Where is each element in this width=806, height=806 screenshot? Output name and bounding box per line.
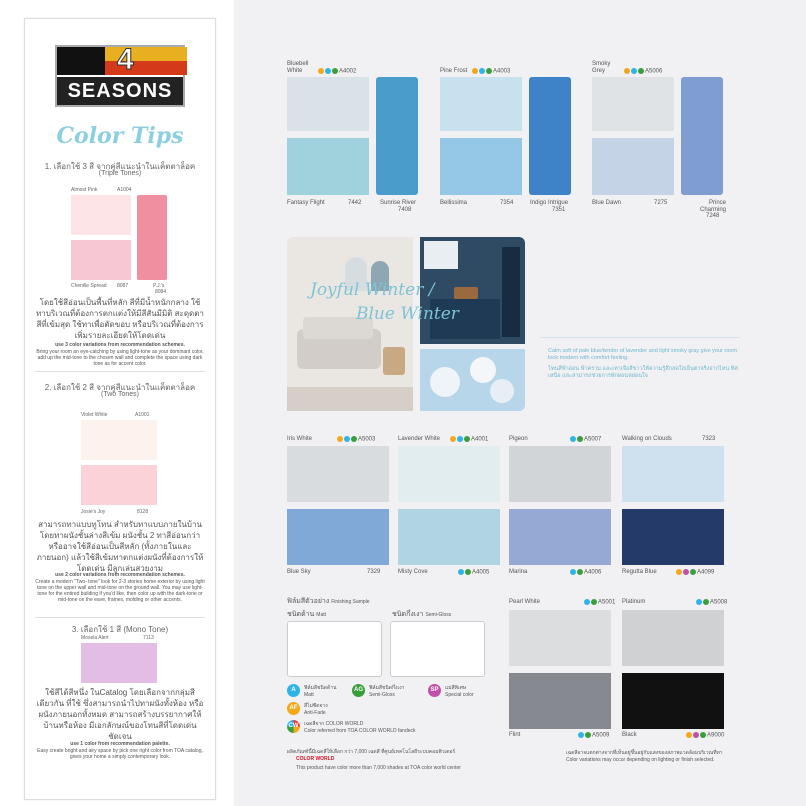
blue-dawn-code: 7275 bbox=[654, 200, 668, 206]
pine-frost-name: Pine Frost bbox=[440, 68, 468, 74]
semi-gloss-sample-box bbox=[390, 621, 485, 677]
matt-icon: A bbox=[287, 684, 300, 697]
bluebell-code: A4002 bbox=[339, 68, 357, 75]
step3-body-en: Easy create bright and airy space by pick one right color from TOA catalog, gives your home a simply contemporary look. bbox=[37, 748, 203, 760]
legend-color-world-th: เฉดสีจาก COLOR WORLD bbox=[304, 721, 364, 727]
fandeck-note-en: This product have color more than 7,000 shades at TOA color world center bbox=[296, 765, 461, 771]
pine-frost-code-badges bbox=[472, 68, 510, 75]
flint-code: A5009 bbox=[592, 732, 610, 739]
prince-charming-name: Prince Charming bbox=[699, 200, 726, 213]
regutta-blue-code: A4099 bbox=[697, 569, 715, 576]
step2-body-en-title: use 2 color variations from recommendation schemes. bbox=[55, 572, 185, 578]
step2-c1-name: Violet White bbox=[81, 412, 108, 418]
josies-joy-swatch bbox=[81, 465, 157, 505]
bluebell-code-badges bbox=[318, 68, 356, 75]
color-tips-title: Color Tips bbox=[56, 123, 184, 149]
color-world-icon: CW bbox=[287, 720, 300, 733]
step2-c2-name: Josie's Joy bbox=[81, 509, 106, 515]
pine-frost-code: A4003 bbox=[493, 68, 511, 75]
theme-title-line2: Blue Winter bbox=[356, 304, 459, 324]
blue-dawn-swatch bbox=[592, 138, 674, 195]
marina-code-badges bbox=[570, 569, 601, 576]
fandeck-note-brand: COLOR WORLD bbox=[296, 756, 335, 762]
walking-on-clouds-code: 7323 bbox=[702, 436, 716, 442]
step3-heading-th: 3. เลือกใช้ 1 สี (Mono Tone) bbox=[71, 625, 169, 634]
legend-anti-fade bbox=[304, 702, 328, 716]
flint-name: Flint bbox=[509, 732, 521, 738]
misty-cove-code-badges bbox=[458, 569, 489, 576]
sunrise-river-code: 7408 bbox=[398, 207, 412, 213]
step2-c1-code: A1001 bbox=[135, 412, 150, 418]
lavender-white-swatch bbox=[398, 446, 500, 502]
semi-gloss-icon: AG bbox=[352, 684, 365, 697]
platinum-name: Platinum bbox=[622, 599, 646, 605]
disclaimer-en: Color variations may occur depending on lighting or finish selected. bbox=[566, 757, 715, 763]
blue-sky-name: Blue Sky bbox=[287, 569, 311, 575]
marina-code: A4006 bbox=[584, 569, 602, 576]
legend-special bbox=[445, 684, 474, 698]
walking-on-clouds-swatch bbox=[622, 446, 724, 502]
step2-heading-en: (Two Tones) bbox=[101, 391, 139, 398]
step1-c1-code: A1004 bbox=[117, 187, 132, 193]
finish-title bbox=[287, 596, 370, 607]
pine-frost-swatch bbox=[440, 77, 522, 131]
sunrise-river-swatch bbox=[376, 77, 418, 195]
step1-body-th: โดยใช้สีอ่อนเป็นพื้นที่หลัก สีที่มีน้ำหนักกลาง ใช้ทาบริเวณที่ต้องการตกแต่งให้มีสีสันมีมิติ สะดุดตา สีที่เข้มสุด ใช้ทาเพื่อตัดขอบ หรือบริเวณที่ต้องการเพิ่มรายละเอียดให้โดดเด่น bbox=[36, 298, 204, 340]
theme-title-line1: Joyful Winter / bbox=[310, 280, 435, 300]
iris-white-code-badges bbox=[337, 436, 375, 443]
logo-name: SEASONS bbox=[57, 77, 183, 105]
step3-c1-name: Mosela Alert bbox=[81, 635, 109, 641]
blue-sky-swatch bbox=[287, 509, 389, 565]
winter-flower-photo bbox=[420, 349, 525, 411]
pigeon-name: Pigeon bbox=[509, 436, 528, 442]
fantasy-flight-code: 7442 bbox=[348, 200, 362, 206]
misty-cove-swatch bbox=[398, 509, 500, 565]
step1-body-en-title: use 3 color variations from recommendation schemes. bbox=[55, 342, 185, 348]
theme-desc-en: Calm soft of pale blue/tender of lavender and light smoky gray give your room look modern with comfort feeling. bbox=[548, 348, 737, 361]
chenille-swatch bbox=[71, 240, 131, 280]
iris-white-name: Iris White bbox=[287, 436, 313, 442]
step2-body-th: สามารถทาแบบทูโทน สำหรับทาแบบภายในบ้าน โดยทาผนังชั้นล่างสีเข้ม ผนังชั้น 2 ทาสีอ่อนกว่า หรืออาจใช้สีอ่อนเป็นสีหลัก (ทั้งภายในและภายนอก) แล้วใช้สีเข้มทาตกแต่งผนังที่ต้องการให้โดดเด่น มีลูกเล่นสวยงาม bbox=[36, 520, 204, 573]
marina-name: Marina bbox=[509, 569, 528, 575]
pigeon-code: A5007 bbox=[584, 436, 602, 443]
step1-heading-th: 1. เลือกใช้ 3 สี จากคู่สีแนะนำในแค็ตตาล็อค bbox=[44, 162, 196, 171]
step1-c2-name: Chenille Spread bbox=[71, 283, 107, 289]
flint-swatch bbox=[509, 673, 611, 729]
smoky-grey-code: A5006 bbox=[645, 68, 663, 75]
fantasy-flight-name: Fantasy Flight bbox=[287, 200, 325, 206]
smoky-grey-name: Smoky Grey bbox=[592, 61, 611, 74]
step3-body-th: ใช้สีได้สีหนึ่ง ในCatalog โดยเลือกจากกลุ่มสีเดียวกัน ที่ใช้ ซึ่งสามารถนำไปทาผนังทั้งห้อง หรือผนังภายนอกทั้งหมด สามารถสร้างบรรยากาศให้บ้านหรือห้อง มีเอกลักษณ์ของโทนสีที่โดดเด่น ชัดเจน bbox=[36, 688, 204, 741]
matt-label bbox=[287, 609, 326, 620]
bellissima-swatch bbox=[440, 138, 522, 195]
legend-matt bbox=[304, 684, 336, 698]
step1-c3-name: P.J.'s bbox=[153, 283, 165, 289]
legend-semi-gloss-en: Semi-Gloss bbox=[369, 692, 395, 698]
smoky-grey-swatch bbox=[592, 77, 674, 131]
matt-sample-box bbox=[287, 621, 382, 677]
color-tips-panel bbox=[24, 18, 216, 800]
legend-anti-fade-en: Anti-Fade bbox=[304, 710, 326, 716]
step3-body-en-title: use 1 color from recommendation palette. bbox=[70, 741, 170, 747]
regutta-blue-name: Regutta Blue bbox=[622, 569, 657, 575]
prince-charming-swatch bbox=[681, 77, 723, 195]
step1-c1-name: Almost Pink bbox=[71, 187, 98, 193]
regutta-blue-swatch bbox=[622, 509, 724, 565]
step1-c3-code: 8084 bbox=[155, 289, 167, 295]
black-code-badges bbox=[686, 732, 724, 739]
legend-special-en: Special color bbox=[445, 692, 474, 698]
black-swatch bbox=[622, 673, 724, 729]
bellissima-name: Bellissima bbox=[440, 200, 468, 206]
marina-swatch bbox=[509, 509, 611, 565]
legend-special-th: แม่สีพิเศษ bbox=[445, 685, 467, 691]
bluebell-name: Bluebell White bbox=[287, 61, 309, 74]
indigo-intrigue-name: Indigo Intrigue bbox=[530, 200, 569, 206]
step2-heading-th: 2. เลือกใช้ 2 สี จากคู่สีแนะนำในแค็ตตาล็อค bbox=[44, 383, 196, 392]
finish-title-th: ฟิล์มสีตัวอย่าง bbox=[287, 598, 330, 605]
legend-anti-fade-th: สีไม่ซีดจาง bbox=[304, 703, 328, 709]
pearl-white-code-badges bbox=[584, 599, 615, 606]
matt-th: ชนิดด้าน bbox=[287, 611, 315, 618]
iris-white-code: A5003 bbox=[358, 436, 376, 443]
step1-body-en: Bring your room an eye-catching by using light-tone as your dominant color, add up the mid-tone to the chosen wall and complete the space using dark tone as for accent color. bbox=[36, 349, 204, 367]
semi-th: ชนิดกึ่งเงา bbox=[392, 611, 424, 618]
bellissima-code: 7354 bbox=[500, 200, 514, 206]
bluebell-swatch bbox=[287, 77, 369, 131]
lavender-white-name: Lavender White bbox=[398, 436, 441, 442]
lavender-white-code: A4001 bbox=[471, 436, 489, 443]
regutta-blue-code-badges bbox=[676, 569, 714, 576]
pigeon-swatch bbox=[509, 446, 611, 502]
logo-number: 4 bbox=[117, 43, 134, 76]
walking-on-clouds-name: Walking on Clouds bbox=[622, 436, 672, 442]
step1-heading-en: (Triple Tones) bbox=[98, 170, 142, 177]
pearl-white-name: Pearl White bbox=[509, 599, 541, 605]
pigeon-code-badges bbox=[570, 436, 601, 443]
theme-desc-th: โทนสีฟ้าอ่อน ฟ้าคราม และเทาเจือสีขาวให้ความรู้สึกสดใสเย็นตาจริงจากไหน ทิศเหนือ และสามารถช่วยการพักผ่อนหย่อนใจ bbox=[548, 366, 738, 379]
legend-color-world bbox=[304, 720, 416, 734]
matt-en: Matt bbox=[316, 612, 327, 618]
black-name: Black bbox=[622, 732, 637, 738]
theme-divider bbox=[540, 337, 740, 338]
pearl-white-code: A5001 bbox=[598, 599, 616, 606]
indigo-intrigue-code: 7351 bbox=[552, 207, 566, 213]
prince-charming-code: 7248 bbox=[706, 213, 720, 219]
indigo-intrigue-swatch bbox=[529, 77, 571, 195]
black-code: A9000 bbox=[707, 732, 725, 739]
blue-sky-code: 7329 bbox=[367, 569, 381, 575]
semi-gloss-label bbox=[392, 609, 451, 620]
fandeck-note-th: ผลิตภัณฑ์นี้มีเฉดสีให้เลือก กว่า 7,000 เฉดสี ที่ศูนย์เทคโนโลยีระบบคอมพิวเตอร์ bbox=[287, 749, 456, 755]
pearl-white-swatch bbox=[509, 610, 611, 666]
iris-white-swatch bbox=[287, 446, 389, 502]
legend-semi-gloss-th: ฟิล์มสีชนิดกึ่งเงา bbox=[369, 685, 405, 691]
divider bbox=[35, 617, 205, 618]
platinum-code: A5008 bbox=[710, 599, 728, 606]
violet-white-swatch bbox=[81, 420, 157, 460]
legend-color-world-en: Color referred from TOA COLOR WORLD fandeck bbox=[304, 728, 416, 734]
legend-matt-en: Matt bbox=[304, 692, 314, 698]
misty-cove-code: A4005 bbox=[472, 569, 490, 576]
semi-en: Semi-Gloss bbox=[425, 612, 452, 618]
anti-fade-icon: AF bbox=[287, 702, 300, 715]
step3-c1-code: 7113 bbox=[143, 635, 154, 641]
four-seasons-logo bbox=[55, 45, 185, 107]
special-color-icon: SP bbox=[428, 684, 441, 697]
step1-c2-code: 8087 bbox=[117, 283, 129, 289]
legend-matt-th: ฟิล์มสีชนิดด้าน bbox=[304, 685, 337, 691]
platinum-swatch bbox=[622, 610, 724, 666]
smoky-grey-code-badges bbox=[624, 68, 662, 75]
mosela-swatch bbox=[81, 643, 157, 683]
theme-title bbox=[310, 278, 560, 326]
blue-dawn-name: Blue Dawn bbox=[592, 200, 622, 206]
divider bbox=[35, 371, 205, 372]
flint-code-badges bbox=[578, 732, 609, 739]
pjs-swatch bbox=[137, 195, 167, 280]
fantasy-flight-swatch bbox=[287, 138, 369, 195]
platinum-code-badges bbox=[696, 599, 727, 606]
disclaimer-th: เฉดสีอาจแตกต่างจากที่เห็นอยู่ขึ้นอยู่กับแสงของสภาพแวดล้อมบริเวณที่ทา bbox=[566, 750, 723, 756]
almost-pink-swatch bbox=[71, 195, 131, 235]
step2-c2-code: 8128 bbox=[137, 509, 149, 515]
legend-semi-gloss bbox=[369, 684, 404, 698]
step2-body-en: Create a modern "Two- tone" look for 2-3 stories home exterior by using light tone on the upper wall and mid-tone on the ground wall. You may use light-tone for the entired building if you'd like, then color up with the dark-tone or mid-tone on the eave, frames, molding or other accents. bbox=[35, 579, 205, 603]
sunrise-river-name: Sunrise River bbox=[380, 200, 417, 206]
misty-cove-name: Misty Cove bbox=[398, 569, 428, 575]
lavender-white-code-badges bbox=[450, 436, 488, 443]
finish-title-en: Finishing Sample bbox=[331, 599, 370, 605]
